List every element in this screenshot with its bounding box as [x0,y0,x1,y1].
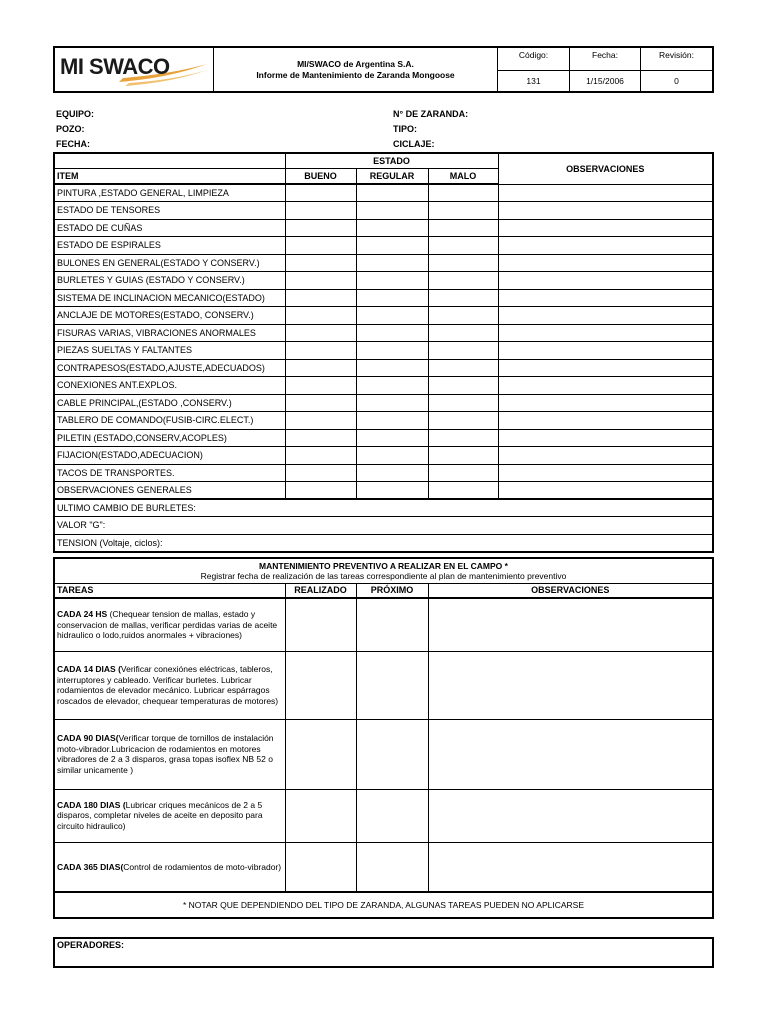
regular-cell[interactable] [356,219,428,237]
bueno-cell[interactable] [285,237,356,255]
task-row [54,651,713,719]
revision-value: 0 [641,70,714,92]
malo-cell[interactable] [428,394,498,412]
maintenance-table [53,557,714,919]
fecha-info-label: FECHA: [56,139,90,149]
item-label: BULONES EN GENERAL(ESTADO Y CONSERV.) [54,254,285,272]
extra-row [54,534,713,552]
report-title: Informe de Mantenimiento de Zaranda Mongoose [256,69,455,80]
task-text: Lubricar criques mecánicos de 2 a 5 disparos, completar niveles de aceite en deposito para circuito hidraulico) [57,799,263,831]
bueno-cell[interactable] [285,219,356,237]
regular-cell[interactable] [356,482,428,500]
maintenance-title: MANTENIMIENTO PREVENTIVO A REALIZAR EN EL CAMPO * [259,560,508,571]
observaciones-cell[interactable] [498,464,713,482]
observaciones-cell[interactable] [498,219,713,237]
task-row [54,719,713,789]
task-text: (Chequear tension de mallas, estado y conservacion de mallas, verificar perdidas varias de aceite hidraulico o lodo,ruidos anormales + vibraciones) [57,609,278,640]
bueno-cell[interactable] [285,447,356,465]
tareas-header: TAREAS [54,583,285,598]
realizado-cell[interactable] [285,651,356,719]
regular-cell[interactable] [356,342,428,360]
codigo-value: 131 [498,70,570,92]
table-row [54,289,713,307]
bueno-cell[interactable] [285,412,356,430]
maintenance-note: * NOTAR QUE DEPENDIENDO DEL TIPO DE ZARANDA, ALGUNAS TAREAS PUEDEN NO APLICARSE [54,892,713,918]
task-row [54,842,713,892]
revision-label: Revisión: [641,47,714,70]
item-label: TACOS DE TRANSPORTES. [54,464,285,482]
regular-cell[interactable] [356,447,428,465]
item-label: FIJACION(ESTADO,ADECUACION) [54,447,285,465]
task-frequency: CADA 365 DIAS( [57,861,124,872]
task-description [54,842,285,892]
fecha-value: 1/15/2006 [570,70,641,92]
extra-row [54,517,713,535]
bueno-cell[interactable] [285,307,356,325]
malo-cell[interactable] [428,219,498,237]
ciclaje-label: CICLAJE: [393,139,435,149]
regular-cell[interactable] [356,289,428,307]
malo-cell[interactable] [428,202,498,220]
maint-observaciones-header: OBSERVACIONES [428,583,713,598]
equipo-label: EQUIPO: [56,109,95,119]
extra-body [54,499,713,552]
observaciones-header: OBSERVACIONES [498,153,713,184]
observaciones-cell[interactable] [498,184,713,202]
realizado-cell[interactable] [285,598,356,651]
task-frequency: CADA 90 DIAS( [57,733,119,743]
observaciones-cell[interactable] [498,324,713,342]
regular-cell[interactable] [356,202,428,220]
item-label: FISURAS VARIAS, VIBRACIONES ANORMALES [54,324,285,342]
regular-cell[interactable] [356,412,428,430]
proximo-cell[interactable] [356,651,428,719]
item-label: CONEXIONES ANT.EXPLOS. [54,377,285,395]
observaciones-cell[interactable] [498,482,713,500]
malo-cell[interactable] [428,359,498,377]
item-label: PILETIN (ESTADO,CONSERV,ACOPLES) [54,429,285,447]
regular-cell[interactable] [356,324,428,342]
bueno-cell[interactable] [285,202,356,220]
regular-cell[interactable] [356,464,428,482]
extra-row-label[interactable]: TENSION (Voltaje, ciclos): [54,534,713,552]
malo-cell[interactable] [428,237,498,255]
observaciones-cell[interactable] [498,412,713,430]
table-row [54,394,713,412]
task-row [54,598,713,651]
bueno-cell[interactable] [285,184,356,202]
observaciones-cell[interactable] [498,429,713,447]
table-row [54,464,713,482]
table-row [54,219,713,237]
regular-cell[interactable] [356,254,428,272]
proximo-cell[interactable] [356,789,428,842]
regular-cell[interactable] [356,377,428,395]
malo-cell[interactable] [428,307,498,325]
observaciones-cell[interactable] [498,447,713,465]
realizado-cell[interactable] [285,789,356,842]
observaciones-cell[interactable] [498,359,713,377]
bueno-cell[interactable] [285,377,356,395]
codigo-label: Código: [498,47,570,70]
item-label: SISTEMA DE INCLINACION MECANICO(ESTADO) [54,289,285,307]
observaciones-cell[interactable] [498,394,713,412]
item-label: ESTADO DE CUÑAS [54,219,285,237]
pozo-label: POZO: [56,124,85,134]
malo-cell[interactable] [428,324,498,342]
item-label: ESTADO DE TENSORES [54,202,285,220]
malo-cell[interactable] [428,412,498,430]
table-row [54,429,713,447]
malo-header: MALO [428,168,498,184]
malo-cell[interactable] [428,464,498,482]
item-label: CONTRAPESOS(ESTADO,AJUSTE,ADECUADOS) [54,359,285,377]
proximo-cell[interactable] [356,842,428,892]
task-frequency: CADA 14 DIAS ( [57,664,121,674]
proximo-cell[interactable] [356,598,428,651]
table-row [54,202,713,220]
proximo-header: PRÓXIMO [356,583,428,598]
item-label: TABLERO DE COMANDO(FUSIB-CIRC.ELECT.) [54,412,285,430]
table-row [54,324,713,342]
task-text: Verificar torque de tornillos de instalación moto-vibrador.Lubricacion de rodamientos en motores vibradores de 2 a 3 disparos, grasa topas isoflex NB 52 o similar unicamente ) [57,733,274,775]
observaciones-cell[interactable] [498,202,713,220]
observaciones-cell[interactable] [498,237,713,255]
company-name: MI/SWACO de Argentina S.A. [297,58,414,69]
regular-cell[interactable] [356,394,428,412]
table-row [54,307,713,325]
bueno-cell[interactable] [285,342,356,360]
task-frequency: CADA 24 HS [57,609,108,619]
malo-cell[interactable] [428,447,498,465]
regular-cell[interactable] [356,237,428,255]
malo-cell[interactable] [428,377,498,395]
bueno-cell[interactable] [285,394,356,412]
task-observaciones-cell[interactable] [428,598,713,651]
tipo-label: TIPO: [393,124,417,134]
task-description [54,789,285,842]
bueno-cell[interactable] [285,482,356,500]
malo-cell[interactable] [428,184,498,202]
task-description [54,651,285,719]
item-header: ITEM [54,168,285,184]
observaciones-cell[interactable] [498,377,713,395]
estado-header: ESTADO [285,153,498,168]
bueno-cell[interactable] [285,359,356,377]
regular-cell[interactable] [356,307,428,325]
task-row [54,789,713,842]
item-label: ESTADO DE ESPIRALES [54,237,285,255]
realizado-cell[interactable] [285,842,356,892]
maintenance-title-cell [54,558,713,583]
bueno-cell[interactable] [285,289,356,307]
realizado-header: REALIZADO [285,583,356,598]
task-observaciones-cell[interactable] [428,842,713,892]
bueno-header: BUENO [285,168,356,184]
table-row [54,482,713,500]
regular-cell[interactable] [356,359,428,377]
extra-row [54,499,713,517]
bueno-cell[interactable] [285,272,356,290]
fecha-label: Fecha: [570,47,641,70]
inspection-body [54,184,713,499]
regular-header: REGULAR [356,168,428,184]
table-row [54,447,713,465]
table-row [54,272,713,290]
header-table [53,46,714,93]
observaciones-cell[interactable] [498,254,713,272]
bueno-cell[interactable] [285,429,356,447]
observaciones-cell[interactable] [498,289,713,307]
observaciones-cell[interactable] [498,342,713,360]
task-observaciones-cell[interactable] [428,651,713,719]
malo-cell[interactable] [428,482,498,500]
item-label: BURLETES Y GUIAS (ESTADO Y CONSERV.) [54,272,285,290]
task-text: Control de rodamientos de moto-vibrador) [123,861,282,872]
table-row [54,342,713,360]
malo-cell[interactable] [428,254,498,272]
task-body [54,598,713,892]
logo-text: MI SWACO [60,53,170,79]
task-description [54,598,285,651]
bueno-cell[interactable] [285,464,356,482]
company-logo [55,50,213,90]
task-description [54,719,285,789]
bueno-cell[interactable] [285,254,356,272]
regular-cell[interactable] [356,184,428,202]
table-row [54,377,713,395]
table-row [54,184,713,202]
task-frequency: CADA 180 DIAS ( [57,799,126,810]
table-row [54,237,713,255]
item-label: CABLE PRINCIPAL,(ESTADO ,CONSERV.) [54,394,285,412]
malo-cell[interactable] [428,429,498,447]
malo-cell[interactable] [428,289,498,307]
bueno-cell[interactable] [285,324,356,342]
realizado-cell[interactable] [285,719,356,789]
operadores-label: OPERADORES: [54,938,713,967]
regular-cell[interactable] [356,272,428,290]
observaciones-cell[interactable] [498,272,713,290]
item-label: PINTURA ,ESTADO GENERAL, LIMPIEZA [54,184,285,202]
table-row [54,412,713,430]
table-row [54,254,713,272]
zaranda-label: N° DE ZARANDA: [393,109,469,119]
item-label: ANCLAJE DE MOTORES(ESTADO, CONSERV.) [54,307,285,325]
inspection-table [53,152,714,553]
operadores-table [53,937,714,968]
item-label: OBSERVACIONES GENERALES [54,482,285,500]
task-observaciones-cell[interactable] [428,789,713,842]
extra-row-label[interactable]: ULTIMO CAMBIO DE BURLETES: [54,499,713,517]
proximo-cell[interactable] [356,719,428,789]
task-text: Verificar conexiónes eléctricas, tableros, interruptores y cableado. Verificar burletes. Lubricar rodamientos de elevador mecánico. Lubricar espárragos roscados de elevador, chequear temperaturas de motores) [57,664,279,706]
extra-row-label[interactable]: VALOR "G": [54,517,713,535]
malo-cell[interactable] [428,342,498,360]
title-cell [214,47,498,92]
regular-cell[interactable] [356,429,428,447]
logo-cell [54,47,214,92]
task-observaciones-cell[interactable] [428,719,713,789]
maintenance-subtitle: Registrar fecha de realización de las tareas correspondiente al plan de mantenimiento preventivo [200,570,567,581]
observaciones-cell[interactable] [498,307,713,325]
item-label: PIEZAS SUELTAS Y FALTANTES [54,342,285,360]
malo-cell[interactable] [428,272,498,290]
table-row [54,359,713,377]
